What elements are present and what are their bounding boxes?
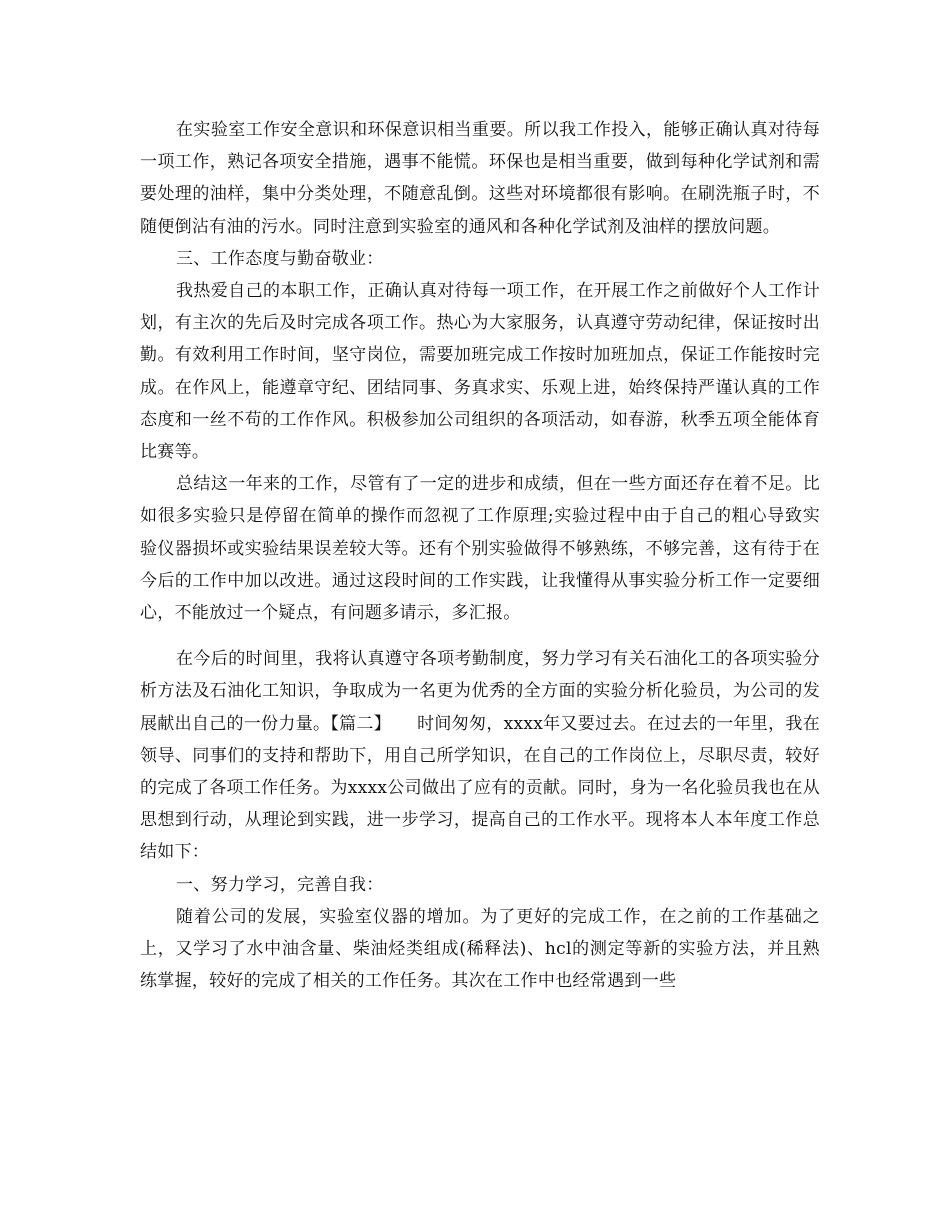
paragraph-study: 随着公司的发展，实验室仪器的增加。为了更好的完成工作，在之前的工作基础之上，又学习了水中油含量、柴油烃类组成(稀释法)、hcl的测定等新的实验方法，并且熟练掌握，较好的完成了相关的工作任务。其次在工作中也经常遇到一些 xyxy=(140,906,820,992)
paragraph-future-plans: 在今后的时间里，我将认真遵守各项考勤制度，努力学习有关石油化工的各项实验分析方法及石油化工知识，争取成为一名更为优秀的全方面的实验分析化验员，为公司的发展献出自己的一份力量。【篇二】 时间匆匆，xxxx年又要过去。在过去的一年里，我在领导、同事们的支持和帮助下，用自己所学知识，在自己的工作岗位上，尽职尽责，较好的完成了各项工作任务。为xxxx公司做出了应有的贡献。同时，身为一名化验员我也在从思想到行动，从理论到实践，进一步学习，提高自己的工作水平。现将本人本年度工作总结如下： xyxy=(140,649,820,863)
section-heading-study: 一、努力学习，完善自我： xyxy=(176,874,384,895)
document-body xyxy=(140,114,820,997)
paragraph-lab-safety: 在实验室工作安全意识和环保意识相当重要。所以我工作投入，能够正确认真对待每一项工作，熟记各项安全措施，遇事不能慌。环保也是相当重要，做到每种化学试剂和需要处理的油样，集中分类处理，不随意乱倒。这些对环境都很有影响。在刷洗瓶子时，不随便倒沾有油的污水。同时注意到实验室的通风和各种化学试剂及油样的摆放问题。 xyxy=(140,120,820,237)
paragraph-work-attitude: 我热爱自己的本职工作，正确认真对待每一项工作，在开展工作之前做好个人工作计划，有主次的先后及时完成各项工作。热心为大家服务，认真遵守劳动纪律，保证按时出勤。有效利用工作时间，坚守岗位，需要加班完成工作按时加班加点，保证工作能按时完成。在作风上，能遵章守纪、团结同事、务真求实、乐观上进，始终保持严谨认真的工作态度和一丝不苟的工作作风。积极参加公司组织的各项活动，如春游，秋季五项全能体育比赛等。 xyxy=(140,281,820,463)
paragraph-year-summary: 总结这一年来的工作，尽管有了一定的进步和成绩，但在一些方面还存在着不足。比如很多实验只是停留在简单的操作而忽视了工作原理;实验过程中由于自己的粗心导致实验仪器损坏或实验结果误差较大等。还有个别实验做得不够熟练，不够完善，这有待于在今后的工作中加以改进。通过这段时间的工作实践，让我懂得从事实验分析工作一定要细心，不能放过一个疑点，有问题多请示，多汇报。 xyxy=(140,474,820,624)
section-heading-work-attitude: 三、工作态度与勤奋敬业： xyxy=(176,248,384,269)
